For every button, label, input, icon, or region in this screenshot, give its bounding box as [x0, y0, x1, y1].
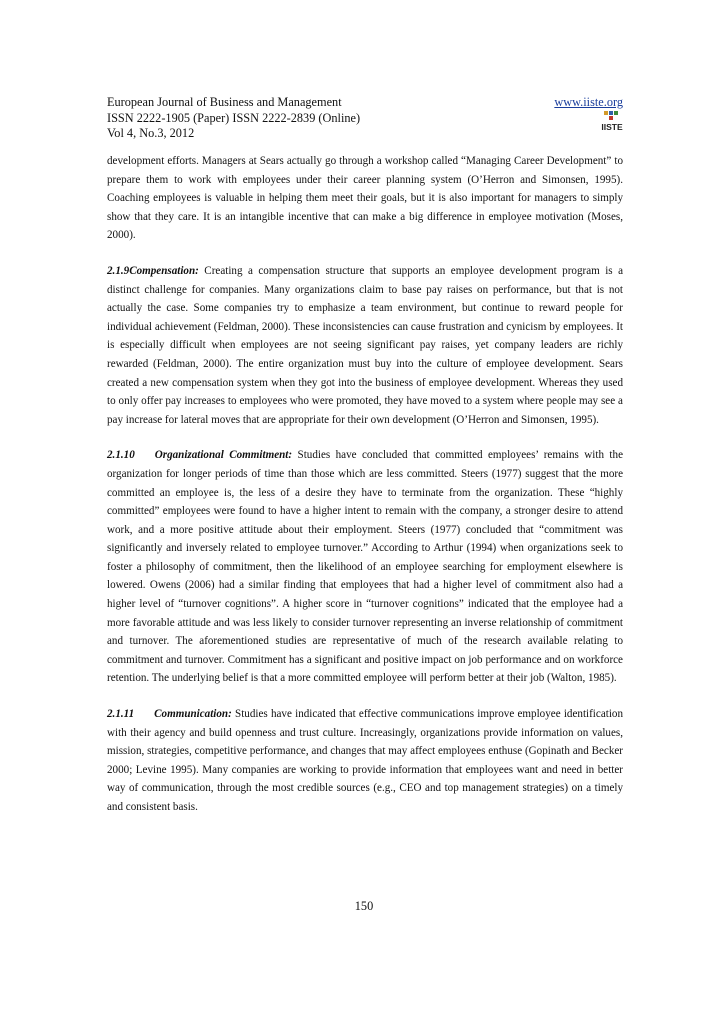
section-number: 2.1.11 [107, 708, 135, 721]
volume-line: Vol 4, No.3, 2012 [107, 126, 195, 140]
page-number: 150 [354, 899, 374, 913]
journal-title: European Journal of Business and Management [107, 95, 342, 109]
journal-url-link[interactable]: www.iiste.org [554, 95, 623, 109]
paragraph-intro: development efforts. Managers at Sears actually go through a workshop called “Managing Career Development” to prepare them to work with employees under their career planning system (O’Herron and Simonsen, 1995). Coaching employees is valuable in helping them meet their goals, but it is also important for managers to simply show that they care. It is an intangible incentive that can make a big difference in employee motivation (Moses, 2000). [107, 155, 623, 242]
section-title: Communication: [154, 708, 232, 721]
page-header [107, 95, 623, 142]
section-number: 2.1.10 [107, 449, 135, 462]
section-text: Studies have concluded that committed employees’ remains with the organization for longer periods of time than those which are less committed. Steers (1977) suggest that the more committed an employee is, the less of a desire they have to terminate from the organization. These “highly committed” employees were found to have a higher intent to remain with the company, a stronger desire to attend work, and a more positive attitude about their employment. Steers (1977) concluded that “commitment was significantly and inversely related to employee turnover.” According to Arthur (1994) when organizations seek to foster a philosophy of commitment, then the likelihood of an employee searching for employment elsewhere is lowered. Owens (2006) had a similar finding that employees that had a higher level of commitment also had a higher level of “turnover cognitions”. A higher score in “turnover cognitions” indicated that the employee had a more favorable attitude and was less likely to consider turnover representing an inverse relationship of commitment and turnover. The aforementioned studies are representative of much of the research available relating to commitment and turnover. Commitment has a significant and positive impact on job performance and on workforce retention. The underlying belief is that a more committed employee will perform better at their job (Walton, 1985). [107, 449, 623, 685]
section-2-1-11 [107, 705, 623, 817]
section-text: Creating a compensation structure that supports an employee development program is a distinct challenge for companies. Many organizations claim to base pay raises on performance, but that is not actually the case. Some companies try to emphasize a team environment, but continue to reward people for individual achievement (Feldman, 2000). These inconsistencies can cause frustration and cynicism by employees. It is especially difficult when employees are not seeing significant pay raises, yet company leaders are richly rewarded (Feldman, 2000). The entire organization must buy into the culture of employee development. Sears created a new compensation system when they got into the business of employee development. Whereas they used to only offer pay increases to employees who were promoted, they have moved to a system where people may see a pay increase for lateral moves that are appropriate for their own development (O’Herron and Simonsen, 1995). [107, 264, 623, 426]
section-number: 2.1.9 [107, 264, 130, 277]
section-title: Organizational Commitment: [154, 449, 293, 462]
iiste-logo [601, 111, 623, 133]
issn-line: ISSN 2222-1905 (Paper) ISSN 2222-2839 (Online) [107, 110, 361, 125]
svg-text:IISTE: IISTE [601, 122, 623, 132]
section-2-1-9 [107, 262, 623, 429]
article-body [107, 152, 623, 834]
section-title: Compensation: [129, 264, 199, 277]
section-text: Studies have indicated that effective communications improve employee identification with their agency and build openness and trust culture. Increasingly, organizations provide information on values, mission, strategies, competitive performance, and changes that may affect employees enthuse (Gopinath and Becker 2000; Levine 1995). Many companies are working to provide information that employees want and need in better way of communication, through the most credible sources (e.g., CEO and top management strategies) on a timely and consistent basis. [107, 708, 623, 813]
section-2-1-10 [107, 446, 623, 688]
